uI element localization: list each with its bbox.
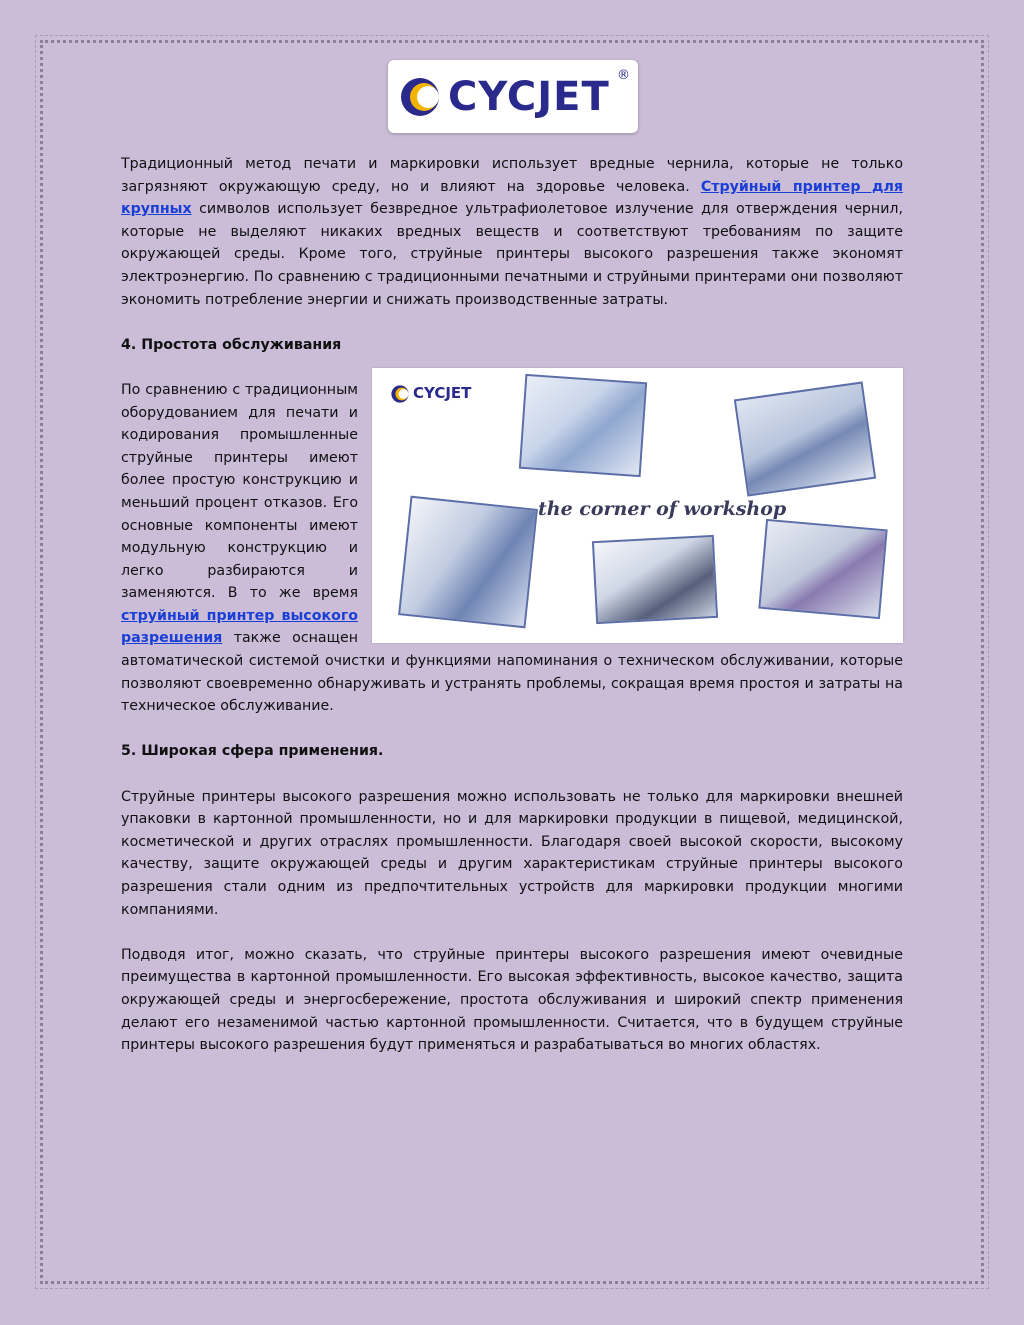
intro-text: Традиционный метод печати и маркировки использует вредные чернила, которые не только загрязняют окружающую среду, но и влияют на здоровье человека. [121,156,903,195]
large-character-printer-link[interactable]: Струйный принтер для крупных [121,178,904,218]
registered-mark: ® [617,68,630,83]
conclusion-paragraph: Подводя итог, можно сказать, что струйные принтеры высокого разрешения имеют очевидные преимущества в картонной промышленности. Его высокая эффективность, высокое качество, защита окружающей среды и энергосбережение, простота обслуживания и широкий спектр применения делают его незаменимой частью картонной промышленности. Считается, что в будущем струйные принтеры высокого разрешения будут применяться и разрабатываться во многих областях. [121,946,903,1054]
workshop-photo-2 [734,382,876,497]
workshop-photo-3 [398,496,538,629]
cycjet-swirl-icon-small [390,384,410,404]
section4-heading: 4. Простота обслуживания [121,336,342,353]
section5-heading: 5. Широкая сфера применения. [121,743,384,760]
high-resolution-printer-link[interactable]: струйный принтер высокого разрешения [121,607,358,647]
workshop-photo-4 [592,535,718,624]
cycjet-logo [388,60,638,133]
intro-text-cont: символов использует безвредное ультрафиолетовое излучение для отверждения чернил, которые не выделяют никаких вредных веществ и соответствуют требованиям по защите окружающей среды. Кроме того, струйные принтеры высокого разрешения также экономят электроэнергию. По сравнению с традиционными печатными и струйными принтерами они позволяют экономить потребление энергии и снижать производственные затраты. [121,201,903,308]
section5-paragraph: Струйные принтеры высокого разрешения можно использовать не только для маркировки внешней упаковки в картонной промышленности, но и для маркировки продукции в пищевой, медицинской, косметической и других отраслях промышленности. Благодаря своей высокой скорости, высокому качеству, защите окружающей среды и другим характеристикам струйные принтеры высокого разрешения стали одним из предпочтительных устройств для маркировки продукции многими компаниями. [121,788,903,918]
article-body [121,153,903,1057]
cycjet-swirl-icon [398,75,442,119]
image-caption: the corner of workshop [538,498,787,521]
workshop-photo-5 [758,519,887,619]
logo-text: CYCJET [448,73,610,120]
workshop-image [372,368,903,643]
image-logo-text: CYCJET [413,384,472,403]
section4-text: По сравнению с традиционным оборудованием для печати и кодирования промышленные струйные принтеры имеют более простую конструкцию и меньший процент отказов. Его основные компоненты имеют модульную конструкцию и легко разбираются и заменяются. В то же время [121,381,358,602]
section4-text-cont: также оснащен автоматической системой очистки и функциями напоминания о техническом обслуживании, которые позволяют своевременно обнаруживать и устранять проблемы, сокращая время простоя и затраты на техническое обслуживание. [121,630,903,715]
workshop-photo-1 [519,374,647,477]
image-logo [390,382,471,405]
intro-paragraph [121,153,903,311]
